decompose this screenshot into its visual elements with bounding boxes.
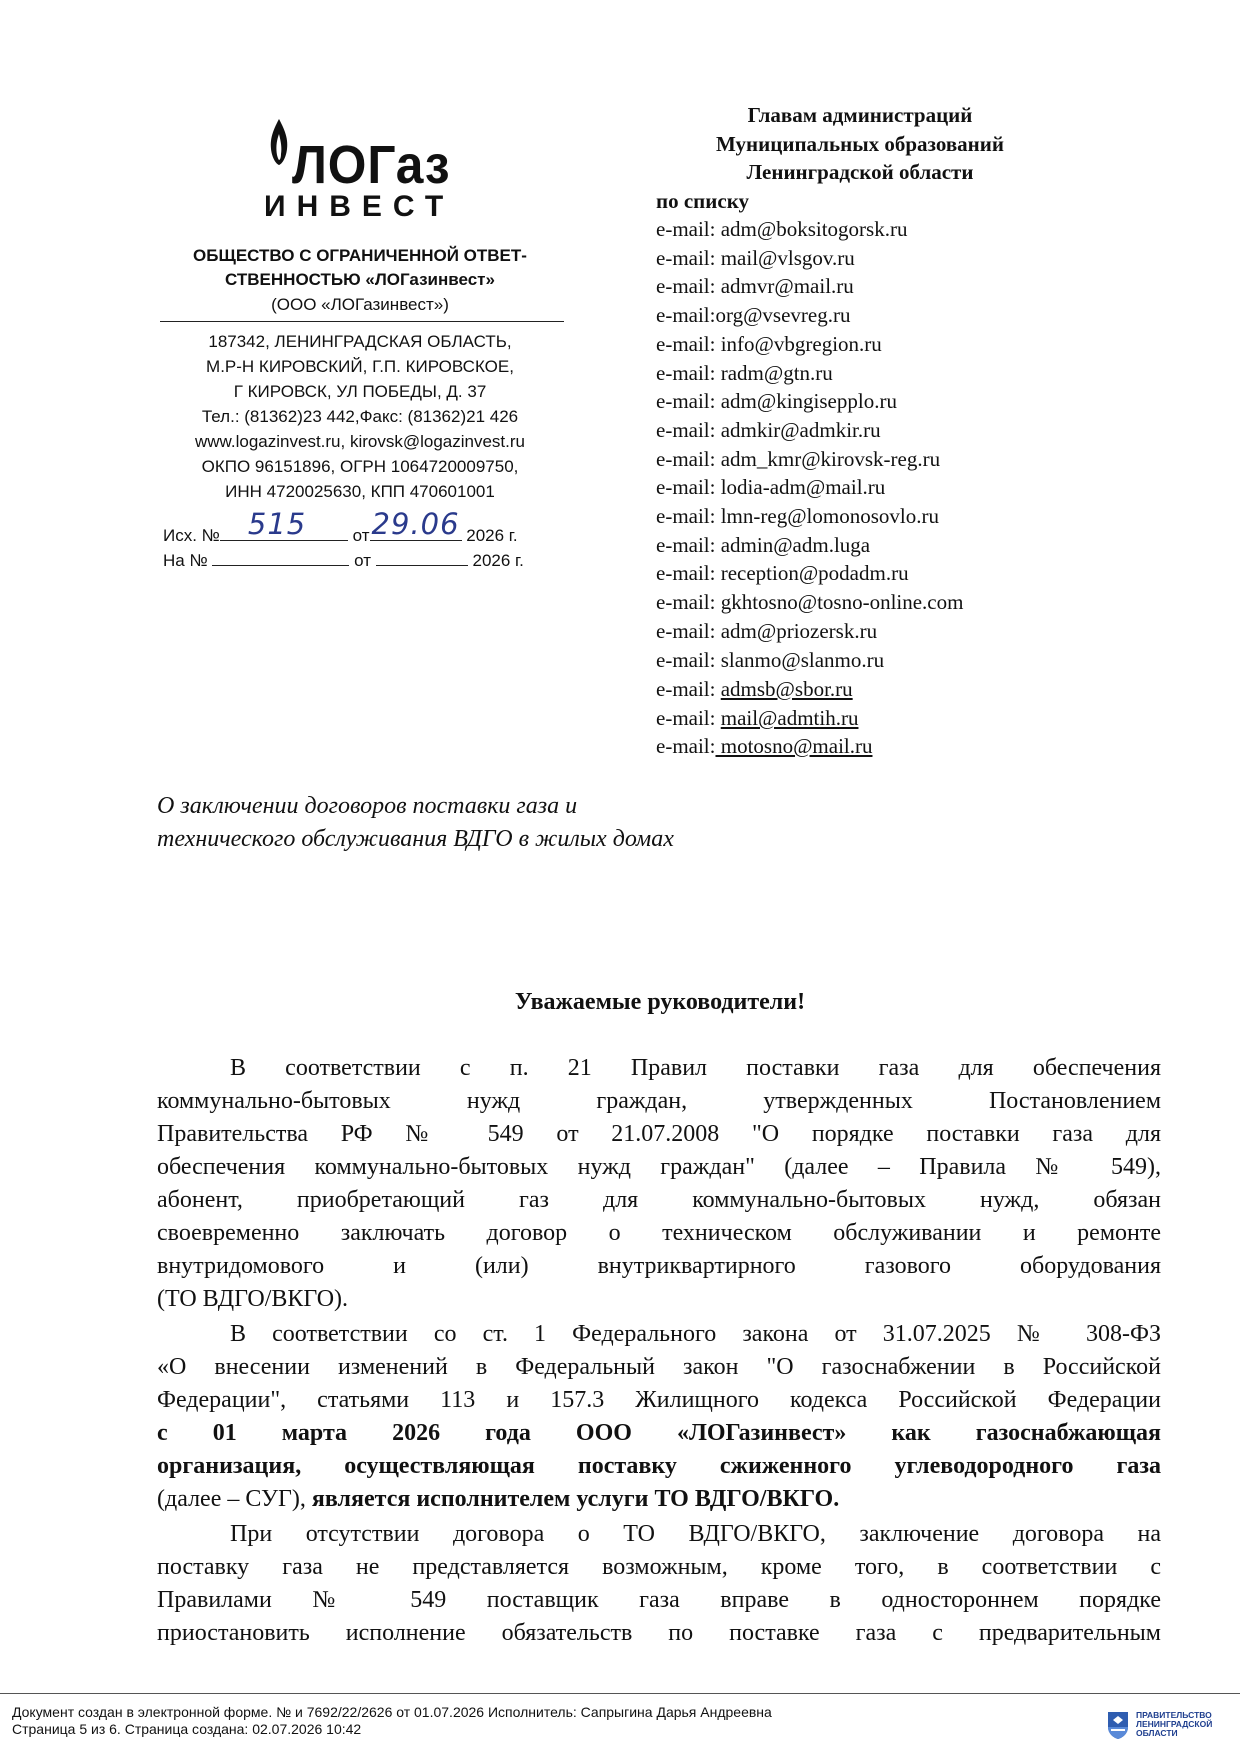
addressee-head-line2: Муниципальных образований (716, 132, 1004, 156)
gov-logo-line1: ПРАВИТЕЛЬСТВО (1136, 1710, 1212, 1720)
email-item (656, 704, 858, 732)
org-short-name: (ООО «ЛОГазинвест») (271, 295, 449, 314)
org-full-name-line2: СТВЕННОСТЬЮ «ЛОГазинвест» (225, 270, 495, 289)
body-p1-line: Правительства РФ № 549 от 21.07.2008 "О порядке поставки газа для (157, 1121, 1161, 1147)
email-item[interactable]: e-mail: gkhtosno@tosno-online.com (656, 590, 964, 615)
body-p3-line: При отсутствии договора о ТО ВДГО/ВКГО, заключение договора на (230, 1521, 1161, 1547)
body-p1-line: внутридомового и (или) внутриквартирного газового оборудования (157, 1253, 1161, 1279)
email-item[interactable]: e-mail:org@vsevreg.ru (656, 303, 851, 328)
address-line3: Г КИРОВСК, УЛ ПОБЕДЫ, Д. 37 (233, 382, 487, 401)
body-p1-line: обеспечения коммунально-бытовых нужд граждан" (далее – Правила № 549), (157, 1154, 1161, 1180)
okpo-ogrn: ОКПО 96151896, ОГРН 1064720009750, (201, 457, 519, 476)
email-item[interactable]: e-mail: mail@vlsgov.ru (656, 245, 855, 270)
incoming-ref-row (163, 547, 524, 572)
flame-icon (268, 118, 290, 166)
logo-brand-top: ЛОГаз (292, 135, 451, 195)
incoming-date-label: от (354, 551, 372, 570)
email-item[interactable]: e-mail: adm_kmr@kirovsk-reg.ru (656, 446, 941, 471)
email-item[interactable]: e-mail: lodia-adm@mail.ru (656, 475, 886, 500)
body-p2-line (157, 1483, 1161, 1516)
incoming-label: На № (163, 551, 208, 570)
email-item[interactable]: e-mail: admkir@admkir.ru (656, 417, 881, 442)
email-item[interactable]: e-mail: info@vbgregion.ru (656, 331, 882, 356)
footer-document-info: Документ создан в электронной форме. № и 7692/22/2626 от 01.07.2026 Исполнитель: Сапрыгина Дарья Андреевна (12, 1704, 772, 1720)
email-item (656, 675, 853, 703)
outgoing-date-blank (370, 507, 462, 541)
email-item[interactable]: e-mail: adm@boksitogorsk.ru (656, 217, 908, 241)
outgoing-number-blank (220, 507, 348, 541)
body-p1-line: своевременно заключать договор о техническом обслуживании и ремонте (157, 1220, 1161, 1246)
email-item[interactable]: e-mail: lmn-reg@lomonosovlo.ru (656, 504, 939, 528)
body-p2-line: Федерации", статьями 113 и 157.3 Жилищного кодекса Российской Федерации (157, 1387, 1161, 1413)
outgoing-date-label: от (352, 526, 370, 545)
phone-fax: Тел.: (81362)23 442,Факс: (81362)21 426 (201, 407, 519, 426)
email-item (656, 732, 872, 760)
email-item[interactable]: e-mail: adm@priozersk.ru (656, 618, 878, 643)
incoming-number-blank (212, 547, 349, 566)
outgoing-date: 29.06 (371, 507, 460, 541)
email-item[interactable]: e-mail: admvr@mail.ru (656, 274, 854, 299)
email-prefix: e-mail: (656, 706, 721, 730)
greeting: Уважаемые руководители! (514, 989, 806, 1015)
body-p3-line: Правилами № 549 поставщик газа вправе в одностороннем порядке (157, 1587, 1161, 1613)
body-p3-line: поставку газа не представляется возможным, кроме того, в соответствии с (157, 1554, 1161, 1580)
web-email: www.logazinvest.ru, kirovsk@logazinvest.ru (195, 432, 525, 451)
outgoing-label: Исх. № (163, 526, 220, 545)
gov-logo-line3: ОБЛАСТИ (1136, 1728, 1178, 1738)
addressee-head-line1: Главам администраций (747, 103, 973, 127)
address-line1: 187342, ЛЕНИНГРАДСКАЯ ОБЛАСТЬ, (208, 332, 512, 351)
body-text: (далее – СУГ), (157, 1486, 312, 1512)
incoming-date-blank (376, 547, 468, 566)
email-link[interactable]: admsb@sbor.ru (720, 677, 853, 701)
outgoing-ref-row (163, 507, 518, 547)
body-bold-text: организация, осуществляющая поставку сжиженного углеводородного газа (157, 1453, 1161, 1479)
body-p1-line: (ТО ВДГО/ВКГО). (157, 1286, 349, 1312)
addressee-head-line3: Ленинградской области (746, 160, 974, 184)
body-bold-text: с 01 марта 2026 года ООО «ЛОГазинвест» как газоснабжающая (157, 1420, 1161, 1446)
body-p2-line-bold (157, 1450, 1161, 1483)
email-prefix: e-mail: (656, 677, 721, 701)
logo-brand-bottom: ИНВЕСТ (264, 190, 455, 223)
incoming-year: 2026 г. (472, 551, 524, 570)
body-p1-line: коммунально-бытовых нужд граждан, утвержденных Постановлением (157, 1088, 1161, 1114)
body-bold-text: является исполнителем услуги ТО ВДГО/ВКГО. (311, 1486, 840, 1512)
email-prefix: e-mail: (656, 734, 716, 758)
email-item[interactable]: e-mail: admin@adm.luga (656, 532, 871, 557)
address-line2: М.Р-Н КИРОВСКИЙ, Г.П. КИРОВСКОЕ, (206, 357, 514, 376)
body-p2-line: В соответствии со ст. 1 Федерального закона от 31.07.2025 № 308-ФЗ (230, 1321, 1161, 1347)
company-logo (262, 112, 462, 226)
outgoing-year: 2026 г. (466, 526, 518, 545)
body-p2-line: «О внесении изменений в Федеральный закон "О газоснабжении в Российской (157, 1354, 1161, 1380)
email-link[interactable]: mail@admtih.ru (720, 706, 859, 730)
letterhead-divider (160, 321, 564, 322)
subject-line2: технического обслуживания ВДГО в жилых домах (157, 826, 674, 852)
outgoing-number: 515 (247, 507, 307, 541)
email-item[interactable]: e-mail: slanmo@slanmo.ru (656, 647, 885, 672)
body-p1-line: В соответствии с п. 21 Правил поставки газа для обеспечения (230, 1055, 1161, 1081)
email-link[interactable]: motosno@mail.ru (715, 734, 873, 758)
body-p3-line: приостановить исполнение обязательств по поставке газа с предварительным (157, 1620, 1161, 1646)
subject-line1: О заключении договоров поставки газа и (157, 793, 578, 819)
body-p1-line: абонент, приобретающий газ для коммунально-бытовых нужд, обязан (157, 1187, 1161, 1213)
gov-logo-line2: ЛЕНИНГРАДСКОЙ (1136, 1719, 1213, 1729)
inn-kpp: ИНН 4720025630, КПП 470601001 (225, 482, 495, 501)
addressee-by-list: по списку (656, 189, 749, 213)
email-item[interactable]: e-mail: reception@podadm.ru (656, 561, 909, 586)
leningrad-region-emblem-icon (1106, 1710, 1130, 1740)
email-item[interactable]: e-mail: radm@gtn.ru (656, 360, 833, 385)
body-p2-line-bold (157, 1417, 1161, 1450)
footer-divider (0, 1693, 1240, 1694)
footer-page-info: Страница 5 из 6. Страница создана: 02.07.2026 10:42 (12, 1721, 362, 1737)
email-item[interactable]: e-mail: adm@kingisepplo.ru (656, 389, 897, 414)
org-full-name-line1: ОБЩЕСТВО С ОГРАНИЧЕННОЙ ОТВЕТ- (193, 246, 527, 265)
